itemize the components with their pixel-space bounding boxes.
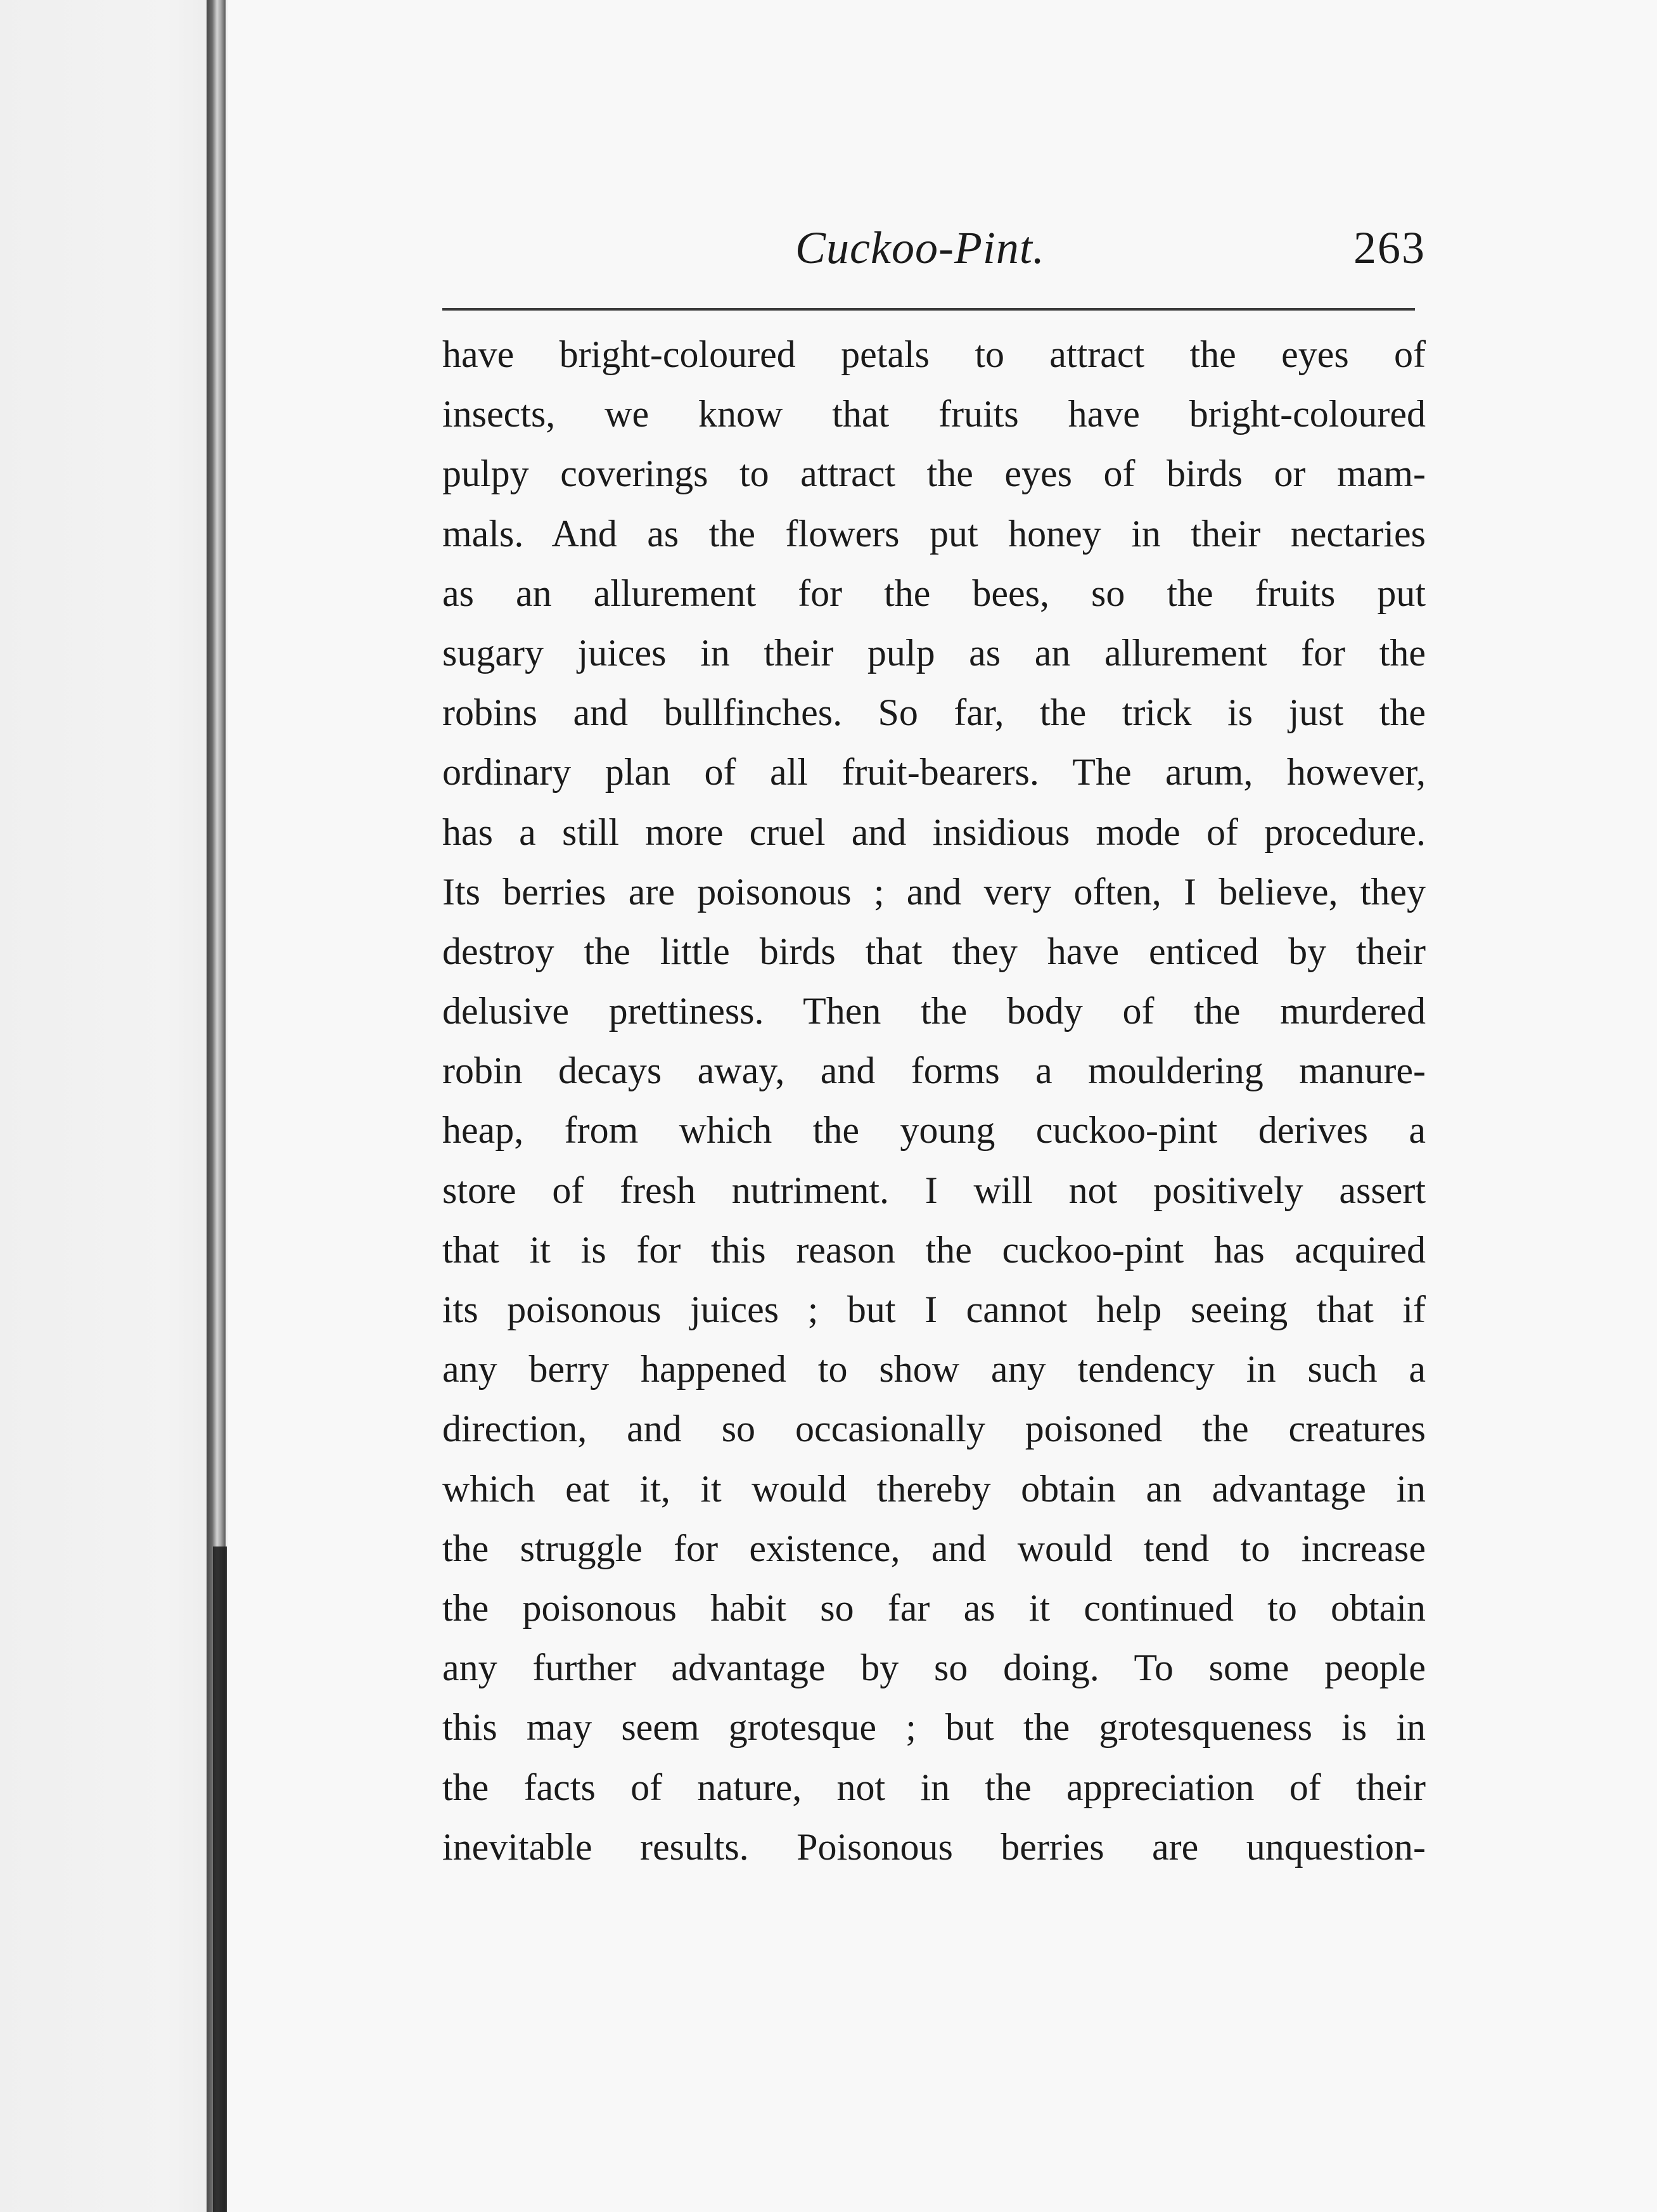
text-line: that it is for this reason the cuckoo-pint has acquired [442,1228,1426,1271]
text-line: as an allurement for the bees, so the fruits put [442,572,1426,614]
text-line: the facts of nature, not in the appreciation of their [442,1766,1426,1808]
text-line: any berry happened to show any tendency in such a [442,1348,1426,1391]
text-line: robin decays away, and forms a mouldering manure- [442,1050,1426,1092]
page-number: 263 [1353,222,1426,273]
text-line: this may seem grotesque ; but the grotesqueness is in [442,1706,1426,1749]
text-line: heap, from which the young cuckoo-pint derives a [442,1109,1426,1152]
text-line: destroy the little birds that they have enticed by their [442,930,1426,972]
text-line: ordinary plan of all fruit-bearers. The arum, however, [442,751,1426,794]
page-header [440,215,1426,285]
text-line: sugary juices in their pulp as an allurement for the [442,631,1426,674]
text-line: the poisonous habit so far as it continued to obtain [442,1586,1426,1629]
text-line: insects, we know that fruits have bright-coloured [442,393,1426,435]
header-rule [442,308,1415,311]
text-line: have bright-coloured petals to attract the eyes of [442,333,1426,375]
text-line: any further advantage by so doing. To some people [442,1647,1426,1689]
text-line: store of fresh nutriment. I will not positively assert [442,1169,1426,1211]
text-line: robins and bullfinches. So far, the trick is just the [442,691,1426,734]
body-text [442,325,1426,1877]
book-spine-shadow [213,1546,227,2212]
text-line: pulpy coverings to attract the eyes of birds or mam- [442,453,1426,495]
text-line: inevitable results. Poisonous berries are unquestion- [442,1825,1426,1868]
text-line: which eat it, it would thereby obtain an advantage in [442,1467,1426,1510]
running-title: Cuckoo-Pint. [795,222,1045,273]
text-line: direction, and so occasionally poisoned the creatures [442,1408,1426,1450]
text-line: the struggle for existence, and would tend to increase [442,1527,1426,1569]
text-line: mals. And as the flowers put honey in their nectaries [442,512,1426,555]
text-line: has a still more cruel and insidious mode of procedure. [442,811,1426,853]
text-line: delusive prettiness. Then the body of the murdered [442,990,1426,1032]
text-line: its poisonous juices ; but I cannot help seeing that if [442,1289,1426,1330]
facing-page-edge [0,0,209,2212]
text-line: Its berries are poisonous ; and very often, I believe, they [442,870,1426,913]
